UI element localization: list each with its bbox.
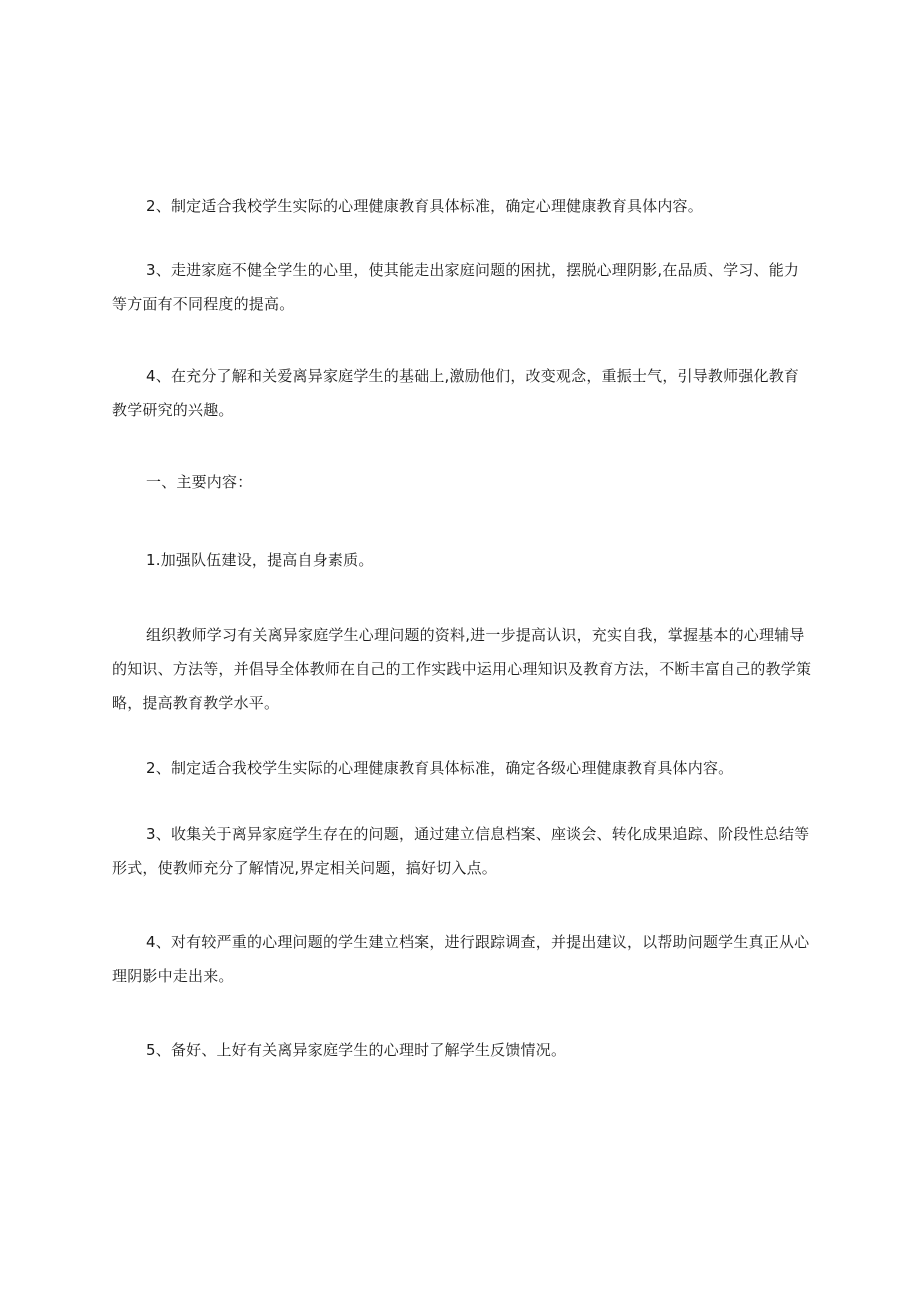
paragraph-goal-3: 3、走进家庭不健全学生的心里，使其能走出家庭问题的困扰，摆脱心理阴影,在品质、学习、能力等方面有不同程度的提高。 xyxy=(112,261,800,313)
paragraph-goal-2: 2、制定适合我校学生实际的心理健康教育具体标准，确定心理健康教育具体内容。 xyxy=(146,197,703,215)
paragraph-item-3: 3、收集关于离异家庭学生存在的问题，通过建立信息档案、座谈会、转化成果追踪、阶段性总结等形式，使教师充分了解情况,界定相关问题，搞好切入点。 xyxy=(112,825,810,877)
paragraph-goal-4: 4、在充分了解和关爱离异家庭学生的基础上,激励他们，改变观念，重振士气，引导教师强化教育教学研究的兴趣。 xyxy=(112,367,800,419)
paragraph-item-2: 2、制定适合我校学生实际的心理健康教育具体标准，确定各级心理健康教育具体内容。 xyxy=(146,759,734,777)
section-heading-main-content: 一、主要内容： xyxy=(146,473,253,491)
paragraph-item-1-heading: 1.加强队伍建设，提高自身素质。 xyxy=(146,551,374,569)
paragraph-item-4: 4、对有较严重的心理问题的学生建立档案，进行跟踪调查，并提出建议，以帮助问题学生真正从心理阴影中走出来。 xyxy=(112,933,810,985)
paragraph-item-1-body: 组织教师学习有关离异家庭学生心理问题的资料,进一步提高认识，充实自我，掌握基本的心理辅导的知识、方法等，并倡导全体教师在自己的工作实践中运用心理知识及教育方法，不断丰富自己的教学策略，提高教育教学水平。 xyxy=(112,626,812,712)
paragraph-item-5: 5、备好、上好有关离异家庭学生的心理时了解学生反馈情况。 xyxy=(146,1041,567,1059)
